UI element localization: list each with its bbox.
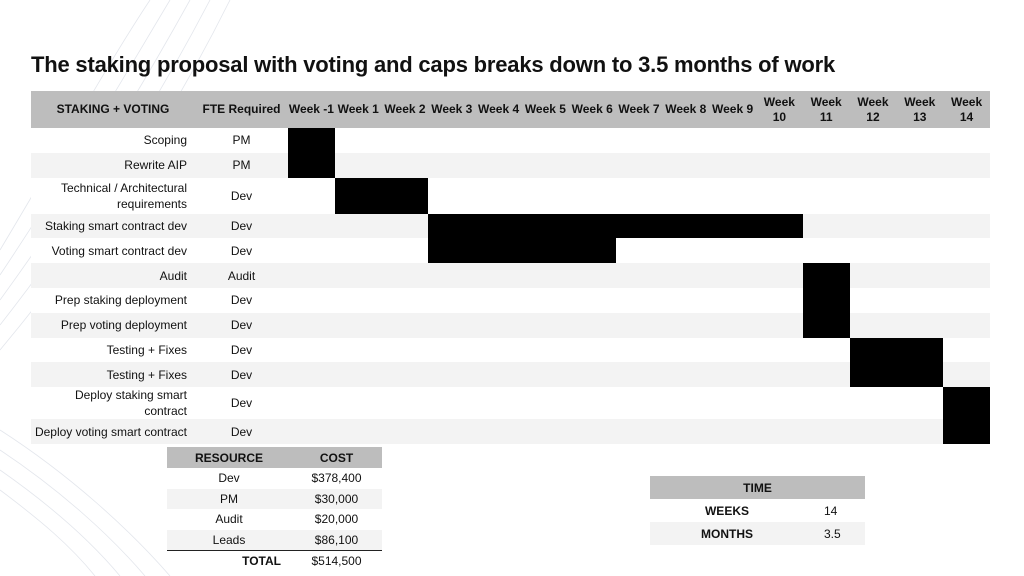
task-fte: Dev — [195, 362, 288, 387]
gantt-bar-segment — [803, 288, 850, 313]
gantt-row — [31, 178, 990, 214]
gantt-cell — [522, 128, 569, 153]
gantt-cell — [522, 362, 569, 387]
gantt-cell — [662, 153, 709, 178]
gantt-cell — [428, 313, 475, 338]
gantt-cell — [616, 313, 663, 338]
gantt-cell — [335, 263, 382, 288]
gantt-cell — [943, 288, 990, 313]
week-header: Week 7 — [616, 91, 663, 128]
gantt-cell — [382, 263, 429, 288]
gantt-cell — [428, 128, 475, 153]
gantt-cell — [943, 338, 990, 363]
gantt-row — [31, 263, 990, 288]
gantt-cell — [896, 419, 943, 444]
table-row — [650, 499, 865, 522]
gantt-cell — [896, 214, 943, 239]
gantt-cell — [850, 153, 897, 178]
gantt-cell — [569, 362, 616, 387]
task-fte: Dev — [195, 387, 288, 419]
resource-cost: $378,400 — [291, 468, 382, 489]
gantt-cell — [662, 387, 709, 419]
gantt-header-row — [31, 91, 990, 128]
gantt-cell — [569, 128, 616, 153]
gantt-cell — [756, 313, 803, 338]
gantt-cell — [662, 362, 709, 387]
gantt-cell — [850, 178, 897, 214]
gantt-cell — [335, 362, 382, 387]
gantt-row — [31, 313, 990, 338]
gantt-cell — [709, 387, 756, 419]
gantt-cell — [662, 338, 709, 363]
task-column-header: STAKING + VOTING — [31, 91, 195, 128]
gantt-bar-segment — [756, 214, 803, 239]
gantt-row — [31, 128, 990, 153]
week-header: Week 11 — [803, 91, 850, 128]
gantt-cell — [475, 338, 522, 363]
gantt-cell — [709, 238, 756, 263]
gantt-cell — [850, 263, 897, 288]
week-header: Week 5 — [522, 91, 569, 128]
gantt-cell — [475, 128, 522, 153]
gantt-cell — [756, 387, 803, 419]
gantt-bar-segment — [428, 214, 475, 239]
fte-column-header: FTE Required — [195, 91, 288, 128]
gantt-cell — [475, 313, 522, 338]
task-fte: Audit — [195, 263, 288, 288]
task-fte: Dev — [195, 238, 288, 263]
gantt-cell — [522, 313, 569, 338]
week-header: Week 8 — [662, 91, 709, 128]
gantt-cell — [382, 153, 429, 178]
gantt-cell — [382, 387, 429, 419]
table-row — [167, 489, 382, 510]
gantt-cell — [756, 419, 803, 444]
gantt-row — [31, 238, 990, 263]
table-row — [167, 468, 382, 489]
gantt-cell — [616, 288, 663, 313]
task-fte: Dev — [195, 288, 288, 313]
gantt-bar-segment — [569, 238, 616, 263]
gantt-cell — [428, 419, 475, 444]
gantt-cell — [569, 178, 616, 214]
gantt-cell — [943, 362, 990, 387]
gantt-cell — [896, 153, 943, 178]
gantt-cell — [756, 128, 803, 153]
gantt-cell — [288, 238, 335, 263]
gantt-bar-segment — [475, 238, 522, 263]
gantt-cell — [709, 313, 756, 338]
task-fte: Dev — [195, 313, 288, 338]
task-name: Scoping — [31, 128, 195, 153]
gantt-cell — [522, 419, 569, 444]
task-fte: PM — [195, 128, 288, 153]
task-name: Audit — [31, 263, 195, 288]
gantt-cell — [288, 263, 335, 288]
page-title: The staking proposal with voting and caps breaks down to 3.5 months of work — [31, 52, 835, 77]
task-name: Rewrite AIP — [31, 153, 195, 178]
week-header: Week 4 — [475, 91, 522, 128]
gantt-cell — [616, 153, 663, 178]
gantt-cell — [896, 387, 943, 419]
gantt-cell — [335, 419, 382, 444]
gantt-bar-segment — [569, 214, 616, 239]
gantt-cell — [850, 214, 897, 239]
gantt-cell — [756, 238, 803, 263]
gantt-bar-segment — [896, 338, 943, 363]
gantt-cell — [756, 263, 803, 288]
task-name: Deploy voting smart contract — [31, 419, 195, 444]
gantt-cell — [756, 288, 803, 313]
gantt-bar-segment — [943, 419, 990, 444]
gantt-cell — [288, 419, 335, 444]
gantt-cell — [569, 288, 616, 313]
time-header: TIME — [650, 476, 865, 499]
gantt-cell — [709, 178, 756, 214]
gantt-cell — [662, 128, 709, 153]
weeks-label: WEEKS — [704, 503, 749, 518]
gantt-cell — [896, 238, 943, 263]
gantt-cell — [569, 387, 616, 419]
gantt-row — [31, 362, 990, 387]
gantt-cell — [662, 288, 709, 313]
gantt-bar-segment — [850, 338, 897, 363]
gantt-cell — [943, 263, 990, 288]
gantt-cell — [896, 263, 943, 288]
gantt-cell — [756, 338, 803, 363]
task-name: Prep voting deployment — [31, 313, 195, 338]
gantt-cell — [335, 153, 382, 178]
gantt-cell — [288, 362, 335, 387]
gantt-cell — [943, 214, 990, 239]
gantt-cell — [382, 338, 429, 363]
gantt-row — [31, 214, 990, 239]
gantt-cell — [803, 238, 850, 263]
gantt-bar-segment — [803, 263, 850, 288]
resource-name: PM — [167, 489, 291, 510]
gantt-cell — [850, 387, 897, 419]
total-row — [167, 551, 382, 572]
resource-name: Audit — [167, 509, 291, 530]
gantt-bar-segment — [382, 178, 429, 214]
gantt-cell — [616, 387, 663, 419]
gantt-cell — [428, 153, 475, 178]
week-header: Week 14 — [943, 91, 990, 128]
gantt-cell — [709, 338, 756, 363]
gantt-cell — [709, 362, 756, 387]
gantt-cell — [288, 178, 335, 214]
task-name: Voting smart contract dev — [31, 238, 195, 263]
gantt-cell — [943, 178, 990, 214]
gantt-chart — [31, 91, 990, 444]
gantt-cell — [850, 419, 897, 444]
gantt-cell — [569, 313, 616, 338]
gantt-cell — [803, 362, 850, 387]
months-value: 3.5 — [804, 522, 865, 545]
gantt-row — [31, 338, 990, 363]
gantt-row — [31, 288, 990, 313]
resource-name: Leads — [167, 530, 291, 551]
gantt-cell — [943, 153, 990, 178]
gantt-cell — [756, 153, 803, 178]
table-row — [167, 509, 382, 530]
gantt-cell — [662, 419, 709, 444]
gantt-bar-segment — [522, 238, 569, 263]
gantt-cell — [616, 419, 663, 444]
week-header: Week 9 — [709, 91, 756, 128]
gantt-cell — [382, 238, 429, 263]
gantt-cell — [709, 288, 756, 313]
gantt-bar-segment — [662, 214, 709, 239]
total-value: $514,500 — [291, 551, 382, 572]
gantt-cell — [335, 128, 382, 153]
gantt-cell — [803, 419, 850, 444]
gantt-cell — [803, 387, 850, 419]
gantt-bar-segment — [850, 362, 897, 387]
task-name: Testing + Fixes — [31, 338, 195, 363]
task-fte: Dev — [195, 178, 288, 214]
week-header: Week 12 — [850, 91, 897, 128]
task-name: Prep staking deployment — [31, 288, 195, 313]
week-header: Week 2 — [382, 91, 429, 128]
gantt-bar-segment — [522, 214, 569, 239]
task-fte: Dev — [195, 419, 288, 444]
gantt-row — [31, 387, 990, 419]
gantt-cell — [522, 288, 569, 313]
resource-cost: $86,100 — [291, 530, 382, 551]
gantt-cell — [803, 153, 850, 178]
task-fte: Dev — [195, 214, 288, 239]
gantt-cell — [709, 263, 756, 288]
gantt-cell — [896, 178, 943, 214]
gantt-bar-segment — [288, 128, 335, 153]
resource-name: Dev — [167, 468, 291, 489]
gantt-cell — [522, 263, 569, 288]
gantt-cell — [616, 362, 663, 387]
resource-cost-table — [167, 447, 382, 572]
gantt-cell — [428, 362, 475, 387]
gantt-cell — [382, 362, 429, 387]
gantt-cell — [475, 362, 522, 387]
gantt-cell — [803, 128, 850, 153]
gantt-cell — [288, 214, 335, 239]
gantt-cell — [288, 313, 335, 338]
gantt-cell — [803, 338, 850, 363]
gantt-cell — [569, 153, 616, 178]
gantt-cell — [756, 178, 803, 214]
gantt-cell — [709, 153, 756, 178]
gantt-cell — [428, 178, 475, 214]
gantt-cell — [569, 338, 616, 363]
gantt-bar-segment — [475, 214, 522, 239]
gantt-cell — [709, 419, 756, 444]
gantt-bar-segment — [943, 387, 990, 419]
gantt-cell — [896, 128, 943, 153]
table-row — [167, 530, 382, 551]
gantt-bar-segment — [616, 214, 663, 239]
task-fte: Dev — [195, 338, 288, 363]
gantt-cell — [335, 214, 382, 239]
gantt-cell — [522, 387, 569, 419]
gantt-cell — [850, 128, 897, 153]
time-table — [650, 476, 865, 545]
gantt-cell — [288, 288, 335, 313]
gantt-cell — [616, 238, 663, 263]
total-label: TOTAL — [167, 551, 291, 572]
gantt-cell — [428, 263, 475, 288]
gantt-cell — [662, 178, 709, 214]
gantt-cell — [335, 338, 382, 363]
week-header: Week -1 — [288, 91, 335, 128]
gantt-cell — [475, 288, 522, 313]
gantt-bar-segment — [709, 214, 756, 239]
gantt-cell — [382, 128, 429, 153]
gantt-cell — [569, 263, 616, 288]
task-fte: PM — [195, 153, 288, 178]
gantt-cell — [616, 128, 663, 153]
gantt-cell — [335, 313, 382, 338]
gantt-cell — [522, 153, 569, 178]
gantt-cell — [428, 288, 475, 313]
task-name: Deploy staking smart contract — [31, 387, 195, 419]
gantt-cell — [475, 178, 522, 214]
gantt-cell — [428, 387, 475, 419]
week-header: Week 3 — [428, 91, 475, 128]
gantt-cell — [569, 419, 616, 444]
gantt-cell — [850, 238, 897, 263]
gantt-cell — [896, 288, 943, 313]
gantt-cell — [335, 387, 382, 419]
gantt-cell — [288, 338, 335, 363]
gantt-cell — [335, 288, 382, 313]
task-name: Testing + Fixes — [31, 362, 195, 387]
gantt-bar-segment — [803, 313, 850, 338]
week-header: Week 13 — [896, 91, 943, 128]
gantt-cell — [288, 387, 335, 419]
gantt-cell — [943, 313, 990, 338]
week-header: Week 6 — [569, 91, 616, 128]
gantt-cell — [382, 214, 429, 239]
gantt-bar-segment — [428, 238, 475, 263]
gantt-cell — [475, 263, 522, 288]
gantt-cell — [522, 338, 569, 363]
gantt-cell — [475, 387, 522, 419]
gantt-cell — [475, 153, 522, 178]
task-name: Technical / Architectural requirements — [31, 178, 195, 214]
cost-column-header: COST — [291, 447, 382, 468]
gantt-cell — [522, 178, 569, 214]
gantt-cell — [428, 338, 475, 363]
gantt-cell — [756, 362, 803, 387]
gantt-cell — [382, 288, 429, 313]
gantt-cell — [662, 238, 709, 263]
gantt-cell — [803, 178, 850, 214]
gantt-row — [31, 153, 990, 178]
week-header: Week 10 — [756, 91, 803, 128]
gantt-cell — [616, 338, 663, 363]
gantt-cell — [616, 263, 663, 288]
table-row — [650, 522, 865, 545]
gantt-bar-segment — [288, 153, 335, 178]
gantt-cell — [896, 313, 943, 338]
gantt-cell — [475, 419, 522, 444]
gantt-row — [31, 419, 990, 444]
resource-column-header: RESOURCE — [167, 447, 291, 468]
gantt-cell — [943, 238, 990, 263]
months-label: MONTHS — [650, 522, 804, 545]
gantt-cell — [382, 419, 429, 444]
gantt-cell — [709, 128, 756, 153]
gantt-bar-segment — [335, 178, 382, 214]
gantt-cell — [662, 263, 709, 288]
gantt-cell — [382, 313, 429, 338]
gantt-cell — [616, 178, 663, 214]
week-header: Week 1 — [335, 91, 382, 128]
gantt-cell — [850, 313, 897, 338]
weeks-value: 14 — [824, 503, 838, 518]
gantt-cell — [335, 238, 382, 263]
resource-cost: $30,000 — [291, 489, 382, 510]
resource-cost: $20,000 — [291, 509, 382, 530]
gantt-cell — [803, 214, 850, 239]
task-name: Staking smart contract dev — [31, 214, 195, 239]
gantt-bar-segment — [896, 362, 943, 387]
gantt-cell — [943, 128, 990, 153]
gantt-cell — [850, 288, 897, 313]
gantt-cell — [662, 313, 709, 338]
